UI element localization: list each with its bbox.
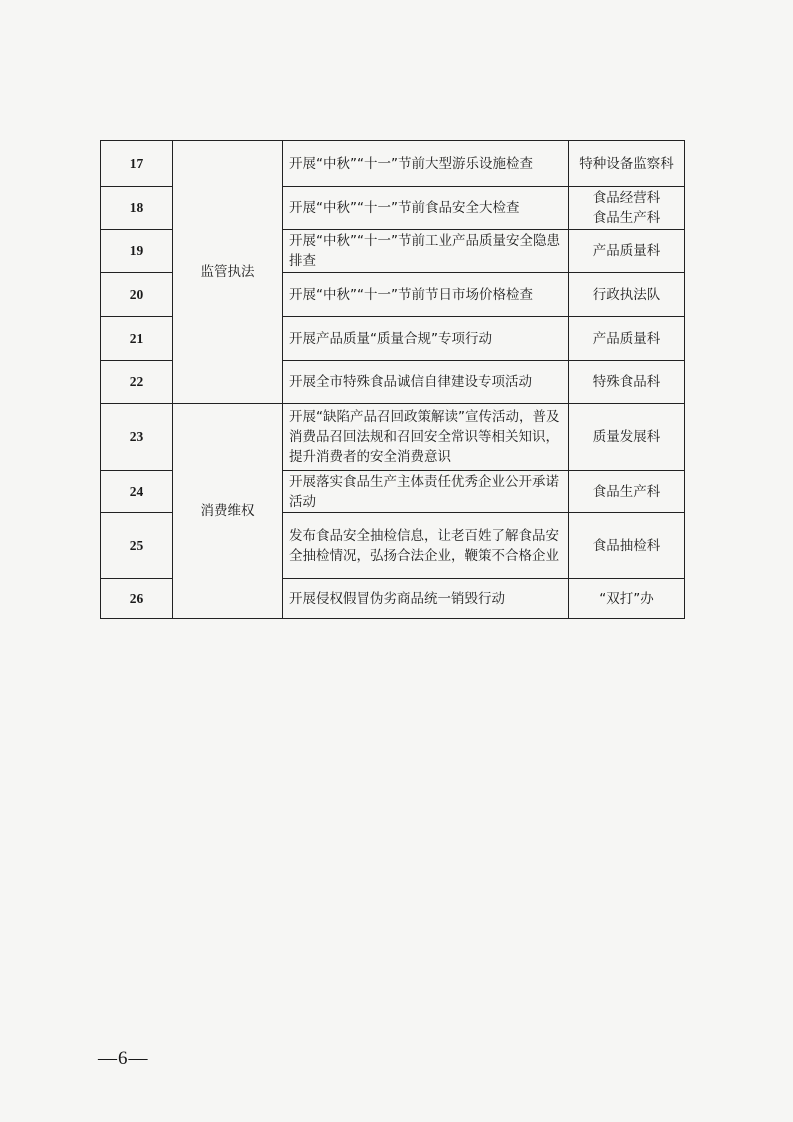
- department-name: 食品生产科: [592, 210, 661, 226]
- row-number: 17: [101, 141, 173, 187]
- table-row: [101, 141, 685, 187]
- department-cell: [569, 317, 685, 361]
- page-number: —6—: [98, 1048, 149, 1069]
- task-cell: 开展“中秋”“十一”节前大型游乐设施检查: [283, 141, 569, 187]
- task-cell: 开展产品质量“质量合规”专项行动: [283, 317, 569, 361]
- task-cell: 开展全市特殊食品诚信自律建设专项活动: [283, 361, 569, 404]
- department-name: 产品质量科: [592, 243, 661, 259]
- task-cell: 开展“中秋”“十一”节前食品安全大检查: [283, 187, 569, 230]
- category-cell: 消费维权: [173, 404, 283, 619]
- row-number: 19: [101, 230, 173, 273]
- row-number: 26: [101, 579, 173, 619]
- department-cell: [569, 471, 685, 513]
- department-name: 特种设备监察科: [579, 155, 674, 172]
- department-name: 食品生产科: [592, 483, 661, 500]
- department-name: 食品抽检科: [592, 537, 661, 554]
- category-cell: 监管执法: [173, 141, 283, 404]
- row-number: 20: [101, 273, 173, 317]
- task-cell: 开展“中秋”“十一”节前节日市场价格检查: [283, 273, 569, 317]
- task-table: [100, 140, 685, 619]
- table-row: [101, 404, 685, 471]
- department-cell: [569, 187, 685, 230]
- department-cell: [569, 579, 685, 619]
- row-number: 25: [101, 513, 173, 579]
- department-cell: [569, 513, 685, 579]
- task-cell: 开展落实食品生产主体责任优秀企业公开承诺活动: [283, 471, 569, 513]
- row-number: 23: [101, 404, 173, 471]
- row-number: 18: [101, 187, 173, 230]
- task-cell: 发布食品安全抽检信息，让老百姓了解食品安全抽检情况，弘扬合法企业，鞭策不合格企业: [283, 513, 569, 579]
- department-cell: [569, 230, 685, 273]
- task-cell: 开展侵权假冒伪劣商品统一销毁行动: [283, 579, 569, 619]
- department-cell: [569, 404, 685, 471]
- department-name: 特殊食品科: [592, 374, 661, 390]
- department-name: 行政执法队: [592, 286, 661, 303]
- department-cell: [569, 361, 685, 404]
- task-cell: 开展“中秋”“十一”节前工业产品质量安全隐患排查: [283, 230, 569, 273]
- department-cell: [569, 273, 685, 317]
- department-name: 食品经营科: [592, 190, 661, 206]
- task-cell: 开展“缺陷产品召回政策解读”宣传活动，普及消费品召回法规和召回安全常识等相关知识，提升消费者的安全消费意识: [283, 404, 569, 471]
- department-name: “双打”办: [599, 590, 654, 607]
- row-number: 21: [101, 317, 173, 361]
- row-number: 22: [101, 361, 173, 404]
- department-cell: [569, 141, 685, 187]
- department-name: 质量发展科: [592, 429, 661, 445]
- row-number: 24: [101, 471, 173, 513]
- department-name: 产品质量科: [592, 330, 661, 347]
